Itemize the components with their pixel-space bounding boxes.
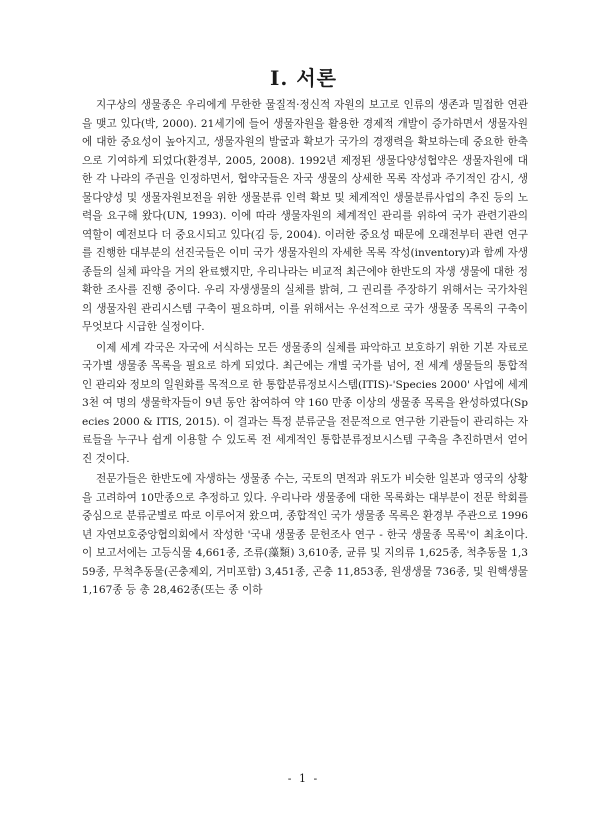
page-number: - 1 - — [287, 772, 320, 785]
section-title: I. 서론 — [270, 66, 337, 90]
paragraph-2: 이제 세계 각국은 자국에 서식하는 모든 생물종의 실체를 파악하고 보호하기 위한 기본 자료로 국가별 생물종 목록을 필요로 하게 되었다. 최근에는 개별 국가를 넘어, 전 세계 생물들의 통합적인 관리와 정보의 일원화를 목적으로 한 통합분류정보시스템(ITIS)-'Species 2000' 사업에 세계 3천 여 명의 생물학자들이 9년 동안 참여하여 약 160 만종 이상의 생물종 목록을 완성하였다(Species 2000 & ITIS, 2015). 이 결과는 특정 분류군을 전문적으로 연구한 기관들이 관리하는 자료들을 누구나 쉽게 이용할 수 있도록 전 세계적인 통합분류정보시스템 구축을 추진하면서 얻어진 것이다. — [82, 341, 528, 465]
paragraph-3: 전문가들은 한반도에 자생하는 생물종 수는, 국토의 면적과 위도가 비슷한 일본과 영국의 상황을 고려하여 10만종으로 추정하고 있다. 우리나라 생물종에 대한 목록화는 대부분이 전문 학회를 중심으로 분류군별로 따로 이루어져 왔으며, 종합적인 국가 생물종 목록은 환경부 주관으로 1996년 자연보호중앙협의회에서 작성한 '국내 생물종 문헌조사 연구 - 한국 생물종 목록'이 최초이다. 이 보고서에는 고등식물 4,661종, 조류(藻類) 3,610종, 균류 및 지의류 1,625종, 척추동물 1,359종, 무척추동물(곤충제외, 거미포함) 3,451종, 곤충 11,853종, 원생생물 736종, 및 원핵생물 1,167종 등 총 28,462종(또는 종 이하 — [82, 473, 529, 596]
paragraph-1: 지구상의 생물종은 우리에게 무한한 물질적·정신적 자원의 보고로 인류의 생존과 밀접한 연관을 맺고 있다(박, 2000). 21세기에 들어 생물자원을 활용한 경제적 개발이 증가하면서 생물자원에 대한 중요성이 높아지고, 생물자원의 발굴과 확보가 국가의 경쟁력을 확보하는데 중요한 한축으로 기여하게 되었다(환경부, 2005, 2008). 1992년 제정된 생물다양성협약은 생물자원에 대한 각 나라의 주권을 인정하면서, 협약국들은 자국 생물의 상세한 목록 작성과 주기적인 감시, 생물다양성 및 생물자원보전을 위한 생물분류 인력 확보 및 체계적인 생물분류사업의 추진 등의 노력을 요구해 왔다(UN, 1993). 이에 따라 생물자원의 체계적인 관리를 위하여 국가 관련기관의 역할이 예전보다 더 중요시되고 있다(김 등, 2004). 이러한 중요성 때문에 오래전부터 관련 연구를 진행한 대부분의 선진국들은 이미 국가 생물자원의 자세한 목록 작성(inventory)과 함께 자생종들의 실체 파악을 거의 완료했지만, 우리나라는 비교적 최근에야 한반도의 자생 생물에 대한 정확한 조사를 진행 중이다. 우리 자생생물의 실체를 밝혀, 그 권리를 주장하기 위해서는 국가차원의 생물자원 관리시스템 구축이 필요하며, 이를 위해서는 우선적으로 국가 생물종 목록의 구축이 무엇보다 시급한 실정이다. — [82, 99, 528, 333]
body-text — [82, 96, 528, 602]
